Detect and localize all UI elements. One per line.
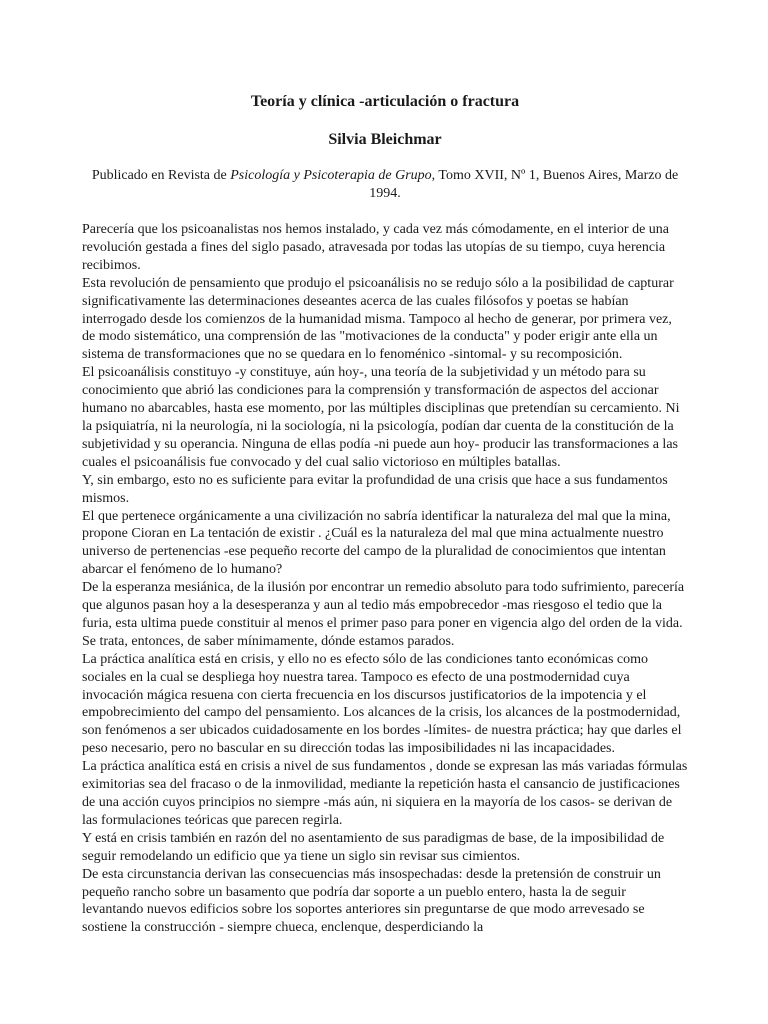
body-paragraph: La práctica analítica está en crisis, y ello no es efecto sólo de las condiciones tanto económicas como sociales en la cual se despliega hoy nuestra tarea. Tampoco es efecto de una postmodernidad cuya invocación mágica resuena con cierta frecuencia en los discursos justificatorios de la impotencia y el empobrecimiento del campo del pensamiento. Los alcances de la crisis, los alcances de la postmodernidad, son fenómenos a ser ubicados cuidadosamente en los bordes -límites- de nuestra práctica; hay que darles el peso necesario, pero no bascular en su dirección todas las imposibilidades ni las incapacidades. bbox=[82, 651, 682, 757]
body-paragraph: El psicoanálisis constituyo -y constituye, aún hoy-, una teoría de la subjetividad y un método para su conocimiento que abrió las condiciones para la comprensión y transformación de aspectos del accionar humano no abarcables, hasta ese momento, por las múltiples disciplinas que pretendían su cercamiento. Ni la psiquiatría, ni la neurología, ni la sociología, ni la psicología, podían dar cuenta de la constitución de la subjetividad y su operancia. Ninguna de ellas podía -ni puede aun hoy- producir las transformaciones a las cuales el psicoanálisis fue convocado y del cual salio victorioso en múltiples batallas. bbox=[82, 365, 680, 470]
publication-suffix: , Tomo XVII, Nº 1, Buenos Aires, Marzo de 1994. bbox=[369, 168, 679, 201]
body-paragraph: El que pertenece orgánicamente a una civilización no sabría identificar la naturaleza del mal que la mina, propone Cioran en La tentación de existir . ¿Cuál es la naturaleza del mal que mina actualmente nuestro universo de pertenencias -ese pequeño recorte del campo de la pluralidad de conocimientos que intentan abarcar el fenómeno de lo humano? bbox=[82, 508, 671, 578]
body-paragraph: Y, sin embargo, esto no es suficiente para evitar la profundidad de una crisis que hace a sus fundamentos mismos. bbox=[82, 472, 668, 506]
body-paragraph: Esta revolución de pensamiento que produjo el psicoanálisis no se redujo sólo a la posibilidad de capturar significativamente las determinaciones deseantes acerca de las cuales filósofos y poetas se habían interrogado desde los comienzos de la humanidad misma. Tampoco al hecho de generar, por primera vez, de modo sistemático, una comprensión de las "motivaciones de la conducta" y poder erigir ante ella un sistema de transformaciones que no se quedara en lo fenoménico -sintomal- y su recomposición. bbox=[82, 275, 674, 363]
journal-name: Psicología y Psicoterapia de Grupo bbox=[230, 168, 432, 183]
document-author: Silvia Bleichmar bbox=[328, 131, 442, 148]
document-title: Teoría y clínica -articulación o fractura bbox=[250, 93, 520, 110]
body-paragraph: De la esperanza mesiánica, de la ilusión por encontrar un remedio absoluto para todo sufrimiento, parecería que algunos pasan hoy a la desesperanza y aun al tedio más empobrecedor -mas riesgoso el tedio que la furia, esta ultima puede constituir al menos el primer paso para poner en vigencia algo del orden de la vida. bbox=[82, 580, 685, 631]
publication-note bbox=[82, 167, 688, 203]
body-paragraph: La práctica analítica está en crisis a nivel de sus fundamentos , donde se expresan las más variadas fórmulas eximitorias sea del fracaso o de la inmovilidad, mediante la repetición hasta el cansancio de justificaciones de una acción cuyos principios no siempre -más aún, ni siquiera en la mayoría de los casos- se derivan de las formulaciones teóricas que parecen regirla. bbox=[82, 759, 688, 828]
body-paragraph: Y está en crisis también en razón del no asentamiento de sus paradigmas de base, de la imposibilidad de seguir remodelando un edificio que ya tiene un siglo sin revisar sus cimientos. bbox=[82, 830, 665, 864]
publication-prefix: Publicado en Revista de bbox=[91, 168, 231, 183]
body-paragraph: Se trata, entonces, de saber mínimamente, dónde estamos parados. bbox=[82, 633, 455, 649]
body-paragraph: De esta circunstancia derivan las consecuencias más insospechadas: desde la pretensión de construir un pequeño rancho sobre un basamento que podría dar soporte a un pueblo entero, hasta la de seguir levantando nuevos edificios sobre los soportes anteriores sin preguntarse de que modo arrevesado se sostiene la construcción - siempre chueca, enclenque, desperdiciando la bbox=[82, 866, 661, 936]
body-paragraph: Parecería que los psicoanalistas nos hemos instalado, y cada vez más cómodamente, en el interior de una revolución gestada a fines del siglo pasado, atravesada por todas las utopías de su tiempo, cuya herencia recibimos. bbox=[82, 222, 670, 273]
document-body bbox=[82, 221, 688, 937]
